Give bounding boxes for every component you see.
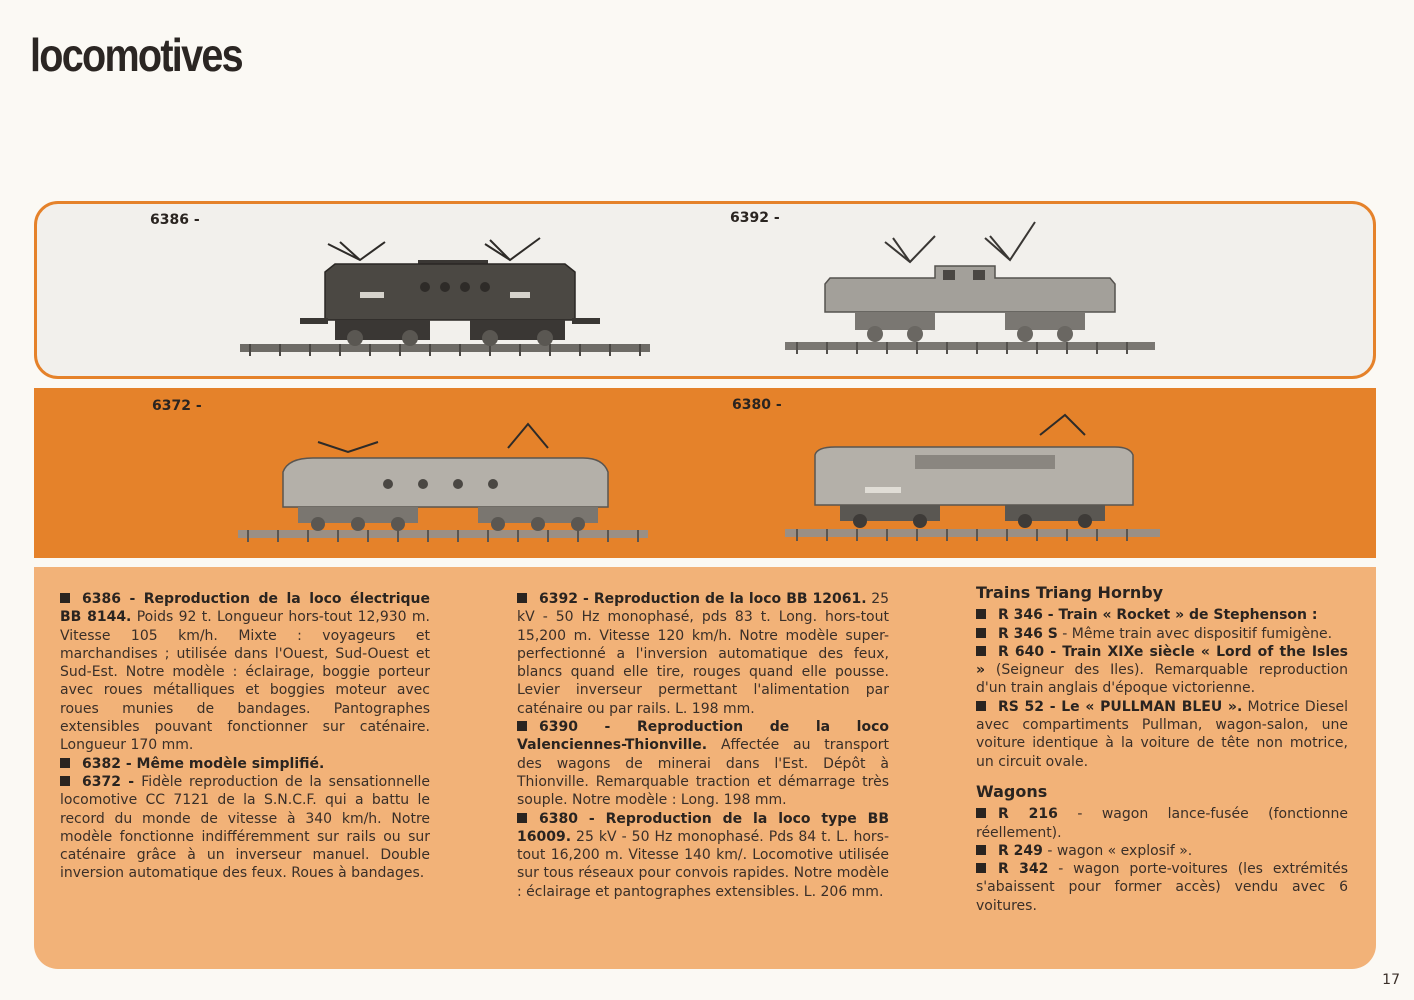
loco-label-6392: 6392 - bbox=[730, 210, 780, 226]
entry-code: 6390 bbox=[539, 719, 578, 736]
entry-title: - Reproduction de la loco type BB 16009. bbox=[517, 810, 889, 845]
loco-6380-photo bbox=[785, 405, 1160, 545]
entry-code: 6372 bbox=[82, 773, 121, 790]
entry-code: R 640 bbox=[998, 643, 1045, 660]
entry-code: RS 52 bbox=[998, 698, 1045, 715]
entry-6392 bbox=[517, 590, 889, 718]
entry-body: Affectée au transport des wagons de minerai dans l'Est. Dépôt à Thionville. Remarquable traction et démarrage très souple. Notre modèle : Long. 198 mm. bbox=[517, 737, 889, 809]
loco-label-6372: 6372 - bbox=[152, 398, 202, 414]
column-right bbox=[976, 584, 1348, 915]
entry-body: Poids 92 t. Longueur hors-tout 12,930 m. Vitesse 105 km/h. Mixte : voyageurs et marchandises ; utilisée dans l'Ouest, Sud-Ouest et Sud-Est. Notre modèle : éclairage, boggie porteur avec roues métalliques et boggies moteur avec roues munies de bandages. Pantographes extensibles pouvant fonctionner sur caténaire. Longueur 170 mm. bbox=[60, 609, 430, 754]
entry-r249 bbox=[976, 842, 1348, 860]
entry-title: - Même modèle simplifié. bbox=[120, 755, 325, 772]
bullet-square-icon bbox=[517, 813, 527, 823]
entry-r342 bbox=[976, 860, 1348, 915]
entry-code: R 249 bbox=[998, 842, 1043, 859]
loco-label-6386: 6386 - bbox=[150, 212, 200, 228]
column-middle bbox=[517, 590, 889, 901]
entry-code: 6386 bbox=[82, 591, 121, 607]
bullet-square-icon bbox=[60, 776, 70, 786]
entry-body: Fidèle reproduction de la sensationnelle locomotive CC 7121 de la S.N.C.F. qui a battu le record du monde de vitesse à 340 km/h. Notre modèle fonctionne indifféremment sur rails ou sur caténaire grâce à un inverseur manuel. Double inversion automatique des feux. Roues à bandages. bbox=[60, 773, 430, 882]
entry-6380 bbox=[517, 810, 889, 901]
photo-panel-bottom bbox=[34, 388, 1376, 558]
bullet-square-icon bbox=[976, 609, 986, 619]
entry-code: R 342 bbox=[998, 861, 1049, 878]
entry-r346s bbox=[976, 625, 1348, 643]
entry-6372 bbox=[60, 773, 430, 883]
entry-body: Motrice Diesel avec compartiments Pullman, wagon-salon, une voiture identique à la voiture de tête non motrice, un circuit ovale. bbox=[976, 698, 1348, 770]
bullet-square-icon bbox=[976, 845, 986, 855]
trains-heading: Trains Triang Hornby bbox=[976, 583, 1164, 602]
entry-rs52 bbox=[976, 698, 1348, 771]
loco-label-6380: 6380 - bbox=[732, 397, 782, 413]
entry-title: - bbox=[120, 773, 142, 790]
bullet-square-icon bbox=[976, 646, 986, 656]
page-number: 17 bbox=[1382, 972, 1400, 988]
bullet-square-icon bbox=[60, 593, 70, 603]
entry-body: 25 kV - 50 Hz monophasé, pds 83 t. Long. hors-tout 15,200 m. Vitesse 120 km/h. Notre modèle super-perfectionné a l'inversion automatique des feux, blancs quand elle tire, rouges quand elle pousse. Levier inverseur permettant l'alimentation par caténaire ou par rails. L. 198 mm. bbox=[517, 591, 890, 717]
bullet-square-icon bbox=[976, 628, 986, 638]
wagons-heading: Wagons bbox=[976, 781, 1048, 801]
photo-panel-top bbox=[34, 201, 1376, 379]
column-left bbox=[60, 590, 430, 883]
entry-title: - Train XIXe siècle « Lord of the Isles » bbox=[976, 643, 1348, 679]
entry-code: R 346 bbox=[998, 607, 1043, 624]
entry-body: - wagon lance-fusée (fonctionne réellement). bbox=[976, 806, 1348, 841]
entry-code: 6382 bbox=[82, 755, 121, 772]
entry-r216 bbox=[976, 805, 1348, 842]
entry-body: - Même train avec dispositif fumigène. bbox=[1057, 625, 1333, 642]
loco-6392-photo bbox=[785, 212, 1155, 357]
bullet-square-icon bbox=[60, 758, 70, 768]
entry-code: 6392 bbox=[539, 591, 578, 607]
bullet-square-icon bbox=[976, 863, 986, 873]
page-title: locomotives bbox=[30, 29, 242, 81]
loco-6372-photo bbox=[238, 402, 648, 547]
entry-body: - wagon « explosif ». bbox=[1042, 842, 1193, 859]
entry-code: R 346 S bbox=[998, 625, 1058, 642]
entry-6382 bbox=[60, 755, 430, 773]
entry-title: - Reproduction de la loco Valenciennes-Thionville. bbox=[517, 719, 889, 754]
loco-6386-photo bbox=[240, 232, 650, 360]
entry-6386 bbox=[60, 590, 430, 755]
bullet-square-icon bbox=[976, 808, 986, 818]
entry-body: - wagon porte-voitures (les extrémités s'abaissent pour former accès) vendu avec 6 voitures. bbox=[976, 861, 1348, 914]
entry-6390 bbox=[517, 718, 889, 809]
entry-code: R 216 bbox=[998, 806, 1058, 823]
entry-title: - Train « Rocket » de Stephenson : bbox=[1042, 607, 1318, 624]
bullet-square-icon bbox=[976, 701, 986, 711]
bullet-square-icon bbox=[517, 721, 527, 731]
entry-r346 bbox=[976, 606, 1348, 624]
entry-title: - Reproduction de la loco BB 12061. bbox=[577, 591, 867, 607]
entry-title: - Le « PULLMAN BLEU ». bbox=[1044, 698, 1243, 715]
entry-body: 25 kV - 50 Hz monophasé. Pds 84 t. L. hors-tout 16,200 m. Vitesse 140 km/. Locomotive utilisée sur tous réseaux pour convois rapides. Notre modèle : éclairage et pantographes extensibles. L. 206 mm. bbox=[517, 828, 889, 900]
entry-r640 bbox=[976, 643, 1348, 698]
bullet-square-icon bbox=[517, 593, 527, 603]
entry-title: - Reproduction de la loco électrique BB 8144. bbox=[60, 591, 430, 626]
entry-code: 6380 bbox=[539, 810, 578, 827]
entry-body: (Seigneur des Iles). Remarquable reproduction d'un train anglais d'époque victorienne. bbox=[976, 662, 1348, 697]
